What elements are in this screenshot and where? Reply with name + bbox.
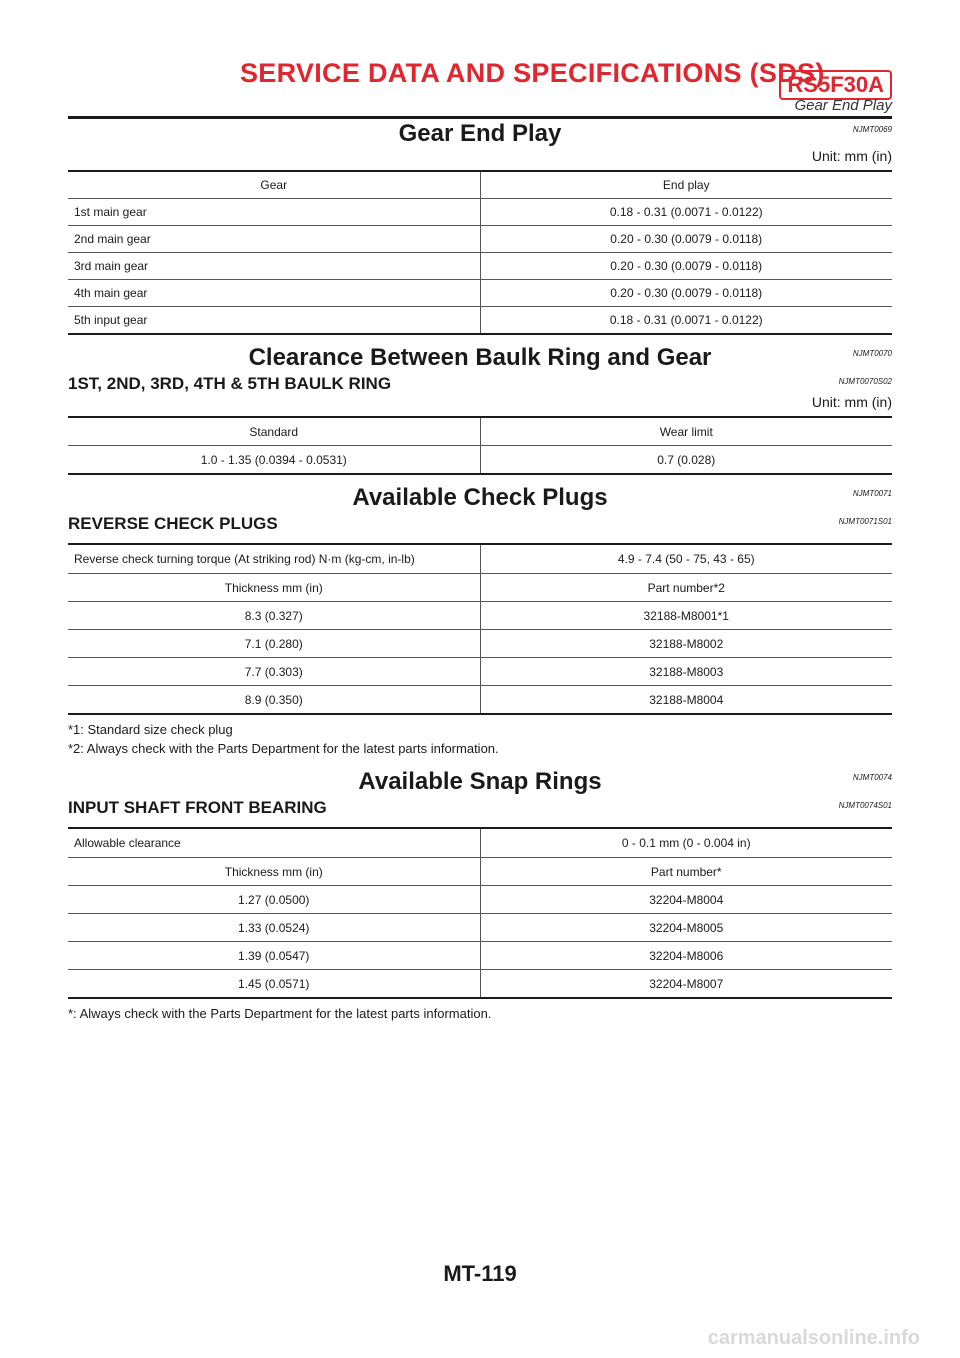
section-ref: NJMT0071 (852, 489, 892, 498)
table-cell: 0.7 (0.028) (480, 446, 892, 475)
section-baulk-ring (68, 343, 892, 475)
source-watermark: carmanualsonline.info (707, 1327, 920, 1349)
section-title (68, 119, 892, 149)
table-row (68, 942, 892, 970)
table-cell: 8.9 (0.350) (244, 692, 303, 707)
subsection-title: INPUT SHAFT FRONT BEARING (68, 798, 327, 817)
subsection-heading (68, 797, 892, 819)
table-cell: 32188-M8001*1 (480, 602, 892, 630)
torque-label: Reverse check turning torque (At striking rod) N·m (kg-cm, in-lb) (68, 544, 480, 574)
table-row (68, 602, 892, 630)
table-header-row (68, 858, 892, 886)
model-code-badge: RS5F30A (779, 70, 892, 100)
unit-label: Unit: mm (in) (811, 394, 892, 410)
table-cell: 1.45 (0.0571) (238, 976, 310, 991)
section-check-plugs (68, 483, 892, 758)
subsection-ref: NJMT0070S02 (838, 377, 892, 386)
footnote: *1: Standard size check plug (68, 722, 233, 737)
table-header-row (68, 574, 892, 602)
footnotes (68, 1004, 892, 1023)
table-cell: 1.39 (0.0547) (68, 942, 480, 970)
table-cell: 32188-M8004 (480, 686, 892, 715)
subsection-heading (68, 513, 892, 535)
subsection-title: REVERSE CHECK PLUGS (68, 514, 278, 533)
section-title (68, 343, 892, 373)
table-row (68, 686, 892, 715)
table-cell: 32204-M8005 (480, 914, 892, 942)
section-title-text: Clearance Between Baulk Ring and Gear (248, 344, 712, 371)
section-title (68, 483, 892, 513)
section-title-text: Available Check Plugs (352, 484, 608, 511)
footnote: *2: Always check with the Parts Department for the latest parts information. (68, 741, 499, 756)
table-cell: 0.20 - 0.30 (0.0079 - 0.0118) (480, 280, 892, 307)
header-subtitle: Gear End Play (794, 97, 892, 114)
baulk-ring-table (68, 416, 892, 475)
gear-end-play-table (68, 170, 892, 335)
table-cell: 5th input gear (74, 313, 148, 327)
column-header: Gear (68, 171, 480, 199)
table-row (68, 307, 892, 335)
table-cell: 0.18 - 0.31 (0.0071 - 0.0122) (480, 307, 892, 335)
section-snap-rings (68, 767, 892, 1023)
section-gear-end-play (68, 119, 892, 335)
clearance-label: Allowable clearance (68, 828, 480, 858)
table-cell: 32188-M8002 (480, 630, 892, 658)
table-row (68, 970, 892, 999)
table-cell: 0.20 - 0.30 (0.0079 - 0.0118) (480, 253, 892, 280)
table-row (68, 280, 892, 307)
table-cell: 1.0 - 1.35 (0.0394 - 0.0531) (200, 452, 347, 467)
content (68, 119, 892, 1023)
subsection-heading (68, 373, 892, 395)
table-cell: 1.27 (0.0500) (68, 886, 480, 914)
table-cell: 4th main gear (68, 280, 480, 307)
footnote: *: Always check with the Parts Department for the latest parts information. (68, 1006, 492, 1021)
page-number: MT-119 (443, 1261, 517, 1286)
section-ref: NJMT0069 (852, 125, 892, 134)
column-header: Standard (68, 417, 480, 446)
column-header: Part number* (480, 858, 892, 886)
subsection-title: 1ST, 2ND, 3RD, 4TH & 5TH BAULK RING (68, 374, 392, 393)
table-cell: 1st main gear (68, 199, 480, 226)
table-row (68, 446, 892, 475)
column-header: Part number*2 (480, 574, 892, 602)
subsection-ref: NJMT0074S01 (838, 801, 892, 810)
unit-label: Unit: mm (in) (811, 148, 892, 164)
table-cell: 0.18 - 0.31 (0.0071 - 0.0122) (480, 199, 892, 226)
footnotes (68, 720, 892, 758)
column-header: Thickness mm (in) (68, 574, 480, 602)
section-ref: NJMT0070 (852, 349, 892, 358)
table-cell: 32204-M8006 (480, 942, 892, 970)
table-cell: 0.20 - 0.30 (0.0079 - 0.0118) (480, 226, 892, 253)
table-row (68, 658, 892, 686)
table-cell: 7.7 (0.303) (68, 658, 480, 686)
column-header: Wear limit (480, 417, 892, 446)
section-title (68, 767, 892, 797)
table-header-row (68, 417, 892, 446)
table-row (68, 253, 892, 280)
table-cell: 3rd main gear (68, 253, 480, 280)
section-ref: NJMT0074 (852, 773, 892, 782)
table-row (68, 630, 892, 658)
table-row (68, 199, 892, 226)
torque-value: 4.9 - 7.4 (50 - 75, 43 - 65) (480, 544, 892, 574)
table-row (68, 914, 892, 942)
table-cell: 32204-M8007 (480, 970, 892, 999)
section-title-text: Available Snap Rings (358, 768, 602, 795)
table-row (68, 544, 892, 574)
table-cell: 32204-M8004 (480, 886, 892, 914)
header-title: SERVICE DATA AND SPECIFICATIONS (SDS) (240, 58, 825, 88)
section-title-text: Gear End Play (398, 120, 562, 147)
table-row (68, 828, 892, 858)
check-plugs-table (68, 543, 892, 715)
table-cell: 7.1 (0.280) (68, 630, 480, 658)
table-cell: 32188-M8003 (480, 658, 892, 686)
table-cell: 1.33 (0.0524) (68, 914, 480, 942)
table-header-row (68, 171, 892, 199)
table-row (68, 886, 892, 914)
table-row (68, 226, 892, 253)
subsection-ref: NJMT0071S01 (838, 517, 892, 526)
table-cell: 8.3 (0.327) (68, 602, 480, 630)
clearance-value: 0 - 0.1 mm (0 - 0.004 in) (480, 828, 892, 858)
column-header: End play (480, 171, 892, 199)
table-cell: 2nd main gear (68, 226, 480, 253)
column-header: Thickness mm (in) (68, 858, 480, 886)
snap-rings-table (68, 827, 892, 999)
